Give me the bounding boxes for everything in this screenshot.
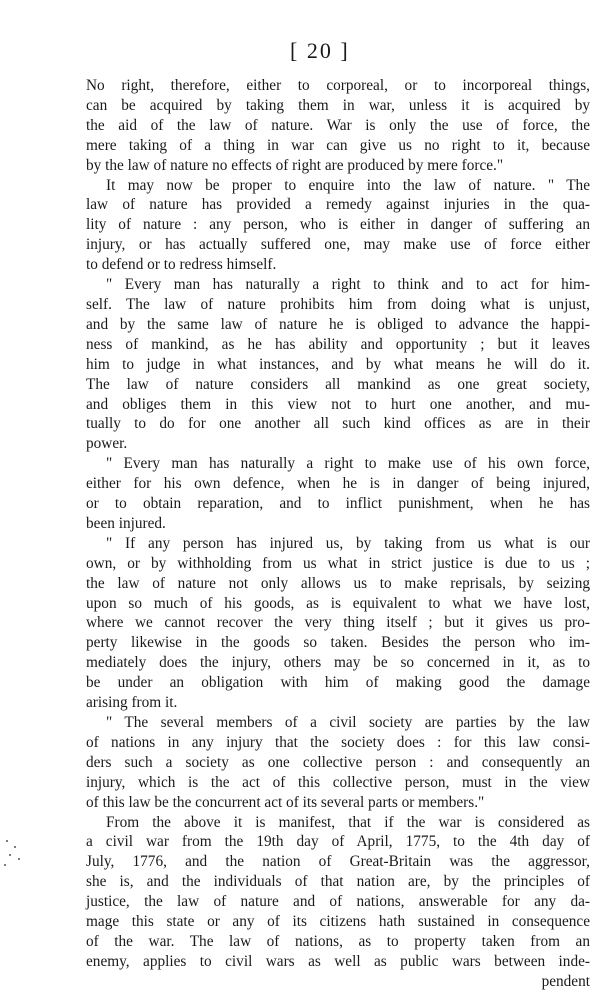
text-line: mere taking of a thing in war can give us no right to it, because <box>86 136 590 154</box>
text-line: by the law of nature no effects of right are produced by mere force." <box>86 156 504 174</box>
text-line: injury, or has actually suffered one, may make use of force either <box>86 236 590 254</box>
text-line: where we cannot recover the very thing itself ; but it gives us pro- <box>86 614 590 632</box>
text-line: tually to do for one another all such kind offices as are in their <box>86 415 590 433</box>
text-line: to defend or to redress himself. <box>86 256 277 274</box>
text-line: the law of nature not only allows us to make reprisals, by seizing <box>86 574 590 592</box>
text-line: the aid of the law of nature. War is only the use of force, the <box>86 116 590 134</box>
text-line: mage this state or any of its citizens hath sustained in consequence <box>86 913 590 931</box>
text-line: The law of nature considers all mankind as one great society, <box>86 375 590 393</box>
text-line: upon so much of his goods, as is equivalent to what we have lost, <box>86 594 590 612</box>
paragraph <box>86 275 590 454</box>
text-line: can be acquired by taking them in war, unless it is acquired by <box>86 96 590 114</box>
text-line: been injured. <box>86 514 166 532</box>
text-line: It may now be proper to enquire into the law of nature. " The <box>106 176 590 194</box>
text-line: of nations in any injury that the society does : for this law consi- <box>86 733 590 751</box>
text-line: " If any person has injured us, by taking from us what is our <box>106 534 590 552</box>
text-line: injury, which is the act of this collective person, must in the view <box>86 773 590 791</box>
text-line: From the above it is manifest, that if the war is considered as <box>106 813 590 831</box>
paragraph <box>86 713 590 813</box>
text-line: be under an obligation with him of making good the damage <box>86 674 590 692</box>
text-line: ness of mankind, as he has ability and opportunity ; but it leaves <box>86 335 590 353</box>
text-line: own, or by withholding from us what in strict justice is due to us ; <box>86 554 590 572</box>
text-line: and obliges them in this view not to hurt one another, and mu- <box>86 395 590 413</box>
text-line: perty likewise in the goods so taken. Besides the person who im- <box>86 634 590 652</box>
text-line: " The several members of a civil society are parties by the law <box>106 714 590 731</box>
paragraph <box>86 534 590 713</box>
text-line: of this law be the concurrent act of its several parts or members." <box>86 793 485 811</box>
margin-ink-specks <box>0 836 26 876</box>
trailing-word: pendent <box>541 972 590 990</box>
text-line: self. The law of nature prohibits him from doing what is unjust, <box>86 295 590 313</box>
text-line: a civil war from the 19th day of April, 1775, to the 4th day of <box>86 833 590 851</box>
text-line: lity of nature : any person, who is either in danger of suffering an <box>86 216 590 234</box>
text-line: either for his own defence, when he is in danger of being injured, <box>86 475 590 493</box>
body-text <box>86 76 590 992</box>
text-line: arising from it. <box>86 694 178 712</box>
text-line: justice, the law of nature and of nations, answerable for any da- <box>86 893 590 911</box>
text-line: him to judge in what instances, and by what means he will do it. <box>86 355 590 373</box>
paragraph <box>86 76 590 176</box>
paragraph <box>86 813 590 992</box>
text-line: of the war. The law of nations, as to property taken from an <box>86 932 590 950</box>
text-line: and by the same law of nature he is obliged to advance the happi- <box>86 315 590 333</box>
text-line: ders such a society as one collective person : and consequently an <box>86 753 590 771</box>
text-line: No right, therefore, either to corporeal, or to incorporeal things, <box>86 77 590 94</box>
text-line: or to obtain reparation, and to inflict punishment, when he has <box>86 495 590 513</box>
paragraph <box>86 454 590 534</box>
text-line: " Every man has naturally a right to think and to act for him- <box>106 276 590 294</box>
text-line: enemy, applies to civil wars as well as public wars between inde- <box>86 952 590 970</box>
text-line: law of nature has provided a remedy against injuries in the qua- <box>86 196 590 214</box>
text-line: mediately does the injury, others may be so concerned in it, as to <box>86 654 590 672</box>
text-line: power. <box>86 435 128 453</box>
page-number: [ 20 ] <box>290 38 350 63</box>
text-line: she is, and the individuals of that nation are, by the principles of <box>86 873 590 891</box>
paragraph <box>86 176 590 276</box>
text-line: July, 1776, and the nation of Great-Britain was the aggressor, <box>86 853 590 871</box>
text-line: " Every man has naturally a right to make use of his own force, <box>106 455 590 473</box>
